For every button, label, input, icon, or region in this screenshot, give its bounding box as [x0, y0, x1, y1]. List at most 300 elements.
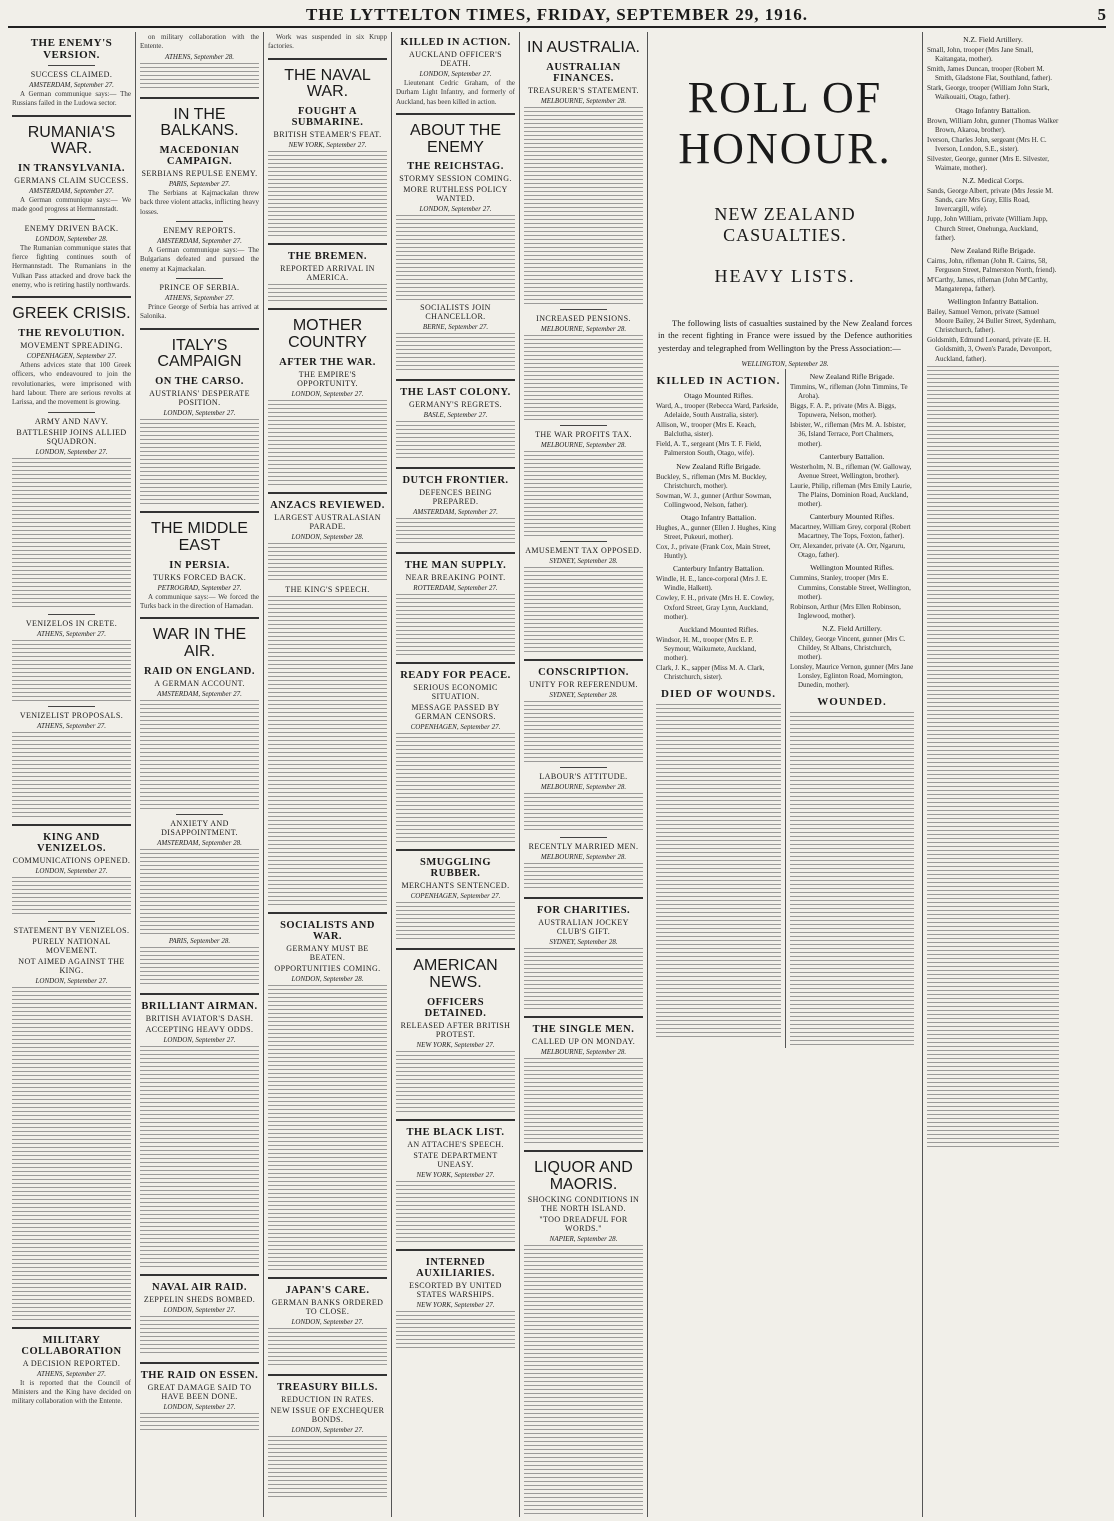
subheadline: ESCORTED BY UNITED STATES WARSHIPS. — [409, 1281, 502, 1300]
article-body: Work was suspended in six Krupp factories. — [268, 33, 387, 51]
text-block — [524, 793, 643, 833]
headline: AFTER THE WAR. — [279, 356, 376, 368]
text-block — [927, 366, 1059, 476]
dateline: LONDON, September 27. — [35, 447, 108, 456]
dateline: LONDON, September 28. — [35, 234, 108, 243]
casualty-entry: Laurie, Philip, rifleman (Mrs Emily Laurie, The Plains, Dominion Road, Auckland, mother). — [790, 481, 912, 508]
casualty-entry: Iverson, Charles John, sergeant (Mrs H. C. Iverson, London, S.E., sister). — [927, 135, 1047, 153]
dateline: AMSTERDAM, September 28. — [157, 838, 242, 847]
headline: MOTHER COUNTRY — [288, 317, 367, 351]
text-block — [790, 936, 914, 1046]
headline: IN TRANSYLVANIA. — [17, 163, 125, 175]
text-block — [790, 824, 914, 934]
subheadline: ZEPPELIN SHEDS BOMBED. — [143, 1294, 256, 1304]
headline: THE LAST COLONY. — [400, 387, 511, 399]
headline: MACEDONIAN CAMPAIGN. — [159, 145, 240, 168]
subheadline: MOVEMENT SPREADING. — [20, 341, 123, 351]
text-block — [12, 987, 131, 1097]
casualty-list-right — [790, 372, 914, 691]
subheadline: BRITISH AVIATOR'S DASH. — [145, 1013, 254, 1023]
dateline: ROTTERDAM, September 27. — [413, 584, 498, 593]
unit-heading: Wellington Infantry Battalion. — [947, 297, 1039, 307]
text-block — [396, 733, 515, 843]
headline: IN AUSTRALIA. — [527, 39, 640, 56]
casualty-entry: Bailey, Samuel Vernon, private (Samuel Moore Bailey, 24 Buller Street, Sydenham, Christchurch, father). — [927, 308, 1056, 335]
casualty-entry: M'Carthy, James, rifleman (John M'Carthy, Mangaterepa, father). — [927, 275, 1048, 293]
headline: FOUGHT A SUBMARINE. — [291, 106, 364, 129]
casualty-entry: Small, John, trooper (Mrs Jane Small, Kaitangata, mother). — [927, 46, 1034, 64]
column-1 — [8, 32, 136, 1517]
text-block — [140, 63, 259, 91]
page-number: 5 — [1097, 5, 1106, 24]
subheadline: GERMAN BANKS ORDERED TO CLOSE. — [271, 1297, 384, 1316]
subheadline: SERBIANS REPULSE ENEMY. — [141, 169, 258, 179]
text-block — [268, 543, 387, 583]
dateline: AMSTERDAM, September 27. — [29, 81, 114, 89]
text-block — [140, 1316, 259, 1356]
text-block — [268, 400, 387, 486]
casualty-entry: Sands, George Albert, private (Mrs Jessie M. Sands, care Mrs Gray, Ellis Road, Invercargill, wife). — [927, 187, 1054, 214]
casualty-entry: Sowman, W. J., gunner (Arthur Sowman, Collingwood, Nelson, father). — [656, 491, 772, 509]
text-block — [790, 712, 914, 822]
dateline: LONDON, September 27. — [35, 866, 108, 875]
columns — [8, 32, 1106, 1517]
text-block — [396, 1181, 515, 1243]
subheadline: RELEASED AFTER BRITISH PROTEST. — [400, 1021, 511, 1040]
unit-heading: Otago Infantry Battalion. — [680, 512, 757, 522]
roll-subcolumn-right — [785, 369, 918, 1049]
casualty-entry: Orr, Alexander, private (A. Orr, Ngaruru, Otago, father). — [790, 542, 906, 560]
column-8 — [923, 32, 1063, 1517]
text-block — [268, 284, 387, 302]
casualty-entry: Jupp, John William, private (William Jupp, Church Street, Onehunga, Auckland, father). — [927, 215, 1048, 242]
headline: KILLED IN ACTION. — [400, 37, 511, 48]
dateline: LONDON, September 27. — [419, 70, 492, 78]
dateline: AMSTERDAM, September 27. — [413, 508, 498, 517]
headline: THE ENEMY'S VERSION. — [30, 37, 113, 61]
text-block — [268, 596, 387, 706]
subheadline: TREASURER'S STATEMENT. — [528, 85, 639, 95]
dateline: BERNE, September 27. — [422, 323, 489, 332]
headline: SMUGGLING RUBBER. — [419, 857, 491, 880]
casualty-entry: Brown, William John, gunner (Thomas Walker Brown, Akaroa, brother). — [927, 116, 1059, 134]
roll-intro: The following lists of casualties sustained by the New Zealand forces in the recent fighting in France were issued by the Defence authorities yesterday and telegraphed from Wellington by the Press Association:— — [658, 318, 912, 353]
headline: JAPAN'S CARE. — [285, 1284, 370, 1296]
dateline: NEW YORK, September 27. — [416, 1041, 495, 1050]
casualty-entry: Goldsmith, Edmund Leonard, private (E. H. Goldsmith, 3, Owen's Parade, Devonport, Auckland, father). — [927, 336, 1052, 363]
dateline: LONDON, September 27. — [291, 1425, 364, 1434]
text-block — [396, 1051, 515, 1113]
text-block — [140, 1046, 259, 1156]
article-body: It is reported that the Council of Ministers and the King have decided on military collaboration with the Entente. — [12, 1378, 131, 1406]
subheadline: PURELY NATIONAL MOVEMENT. — [32, 936, 111, 955]
dateline: ATHENS, September 27. — [37, 721, 106, 730]
subheadline: ENEMY DRIVEN BACK. — [24, 223, 119, 233]
article-body: A German communique says:— The Russians failed in the Ludowa sector. — [12, 90, 131, 108]
headline: THE MAN SUPPLY. — [404, 560, 507, 572]
text-block — [268, 1097, 387, 1207]
text-block — [268, 1209, 387, 1271]
subheadline: VENIZELIST PROPOSALS. — [19, 710, 124, 720]
dateline: AMSTERDAM, September 27. — [29, 187, 114, 196]
headline: THE NAVAL WAR. — [284, 66, 371, 101]
subheadline: VENIZELOS IN CRETE. — [25, 618, 118, 628]
subheadline: INCREASED PENSIONS. — [536, 313, 631, 323]
text-block — [656, 928, 781, 1038]
subheadline: RECENTLY MARRIED MEN. — [528, 841, 639, 851]
headline: CONSCRIPTION. — [538, 666, 629, 678]
text-block — [268, 985, 387, 1095]
column-5 — [520, 32, 648, 1517]
article-body: A German communique says:— We made good progress at Hermannstadt. — [12, 196, 131, 214]
text-block — [396, 902, 515, 942]
dateline: COPENHAGEN, September 27. — [26, 352, 117, 361]
headline: DUTCH FRONTIER. — [402, 475, 509, 487]
text-block — [524, 1469, 643, 1517]
dateline: MELBOURNE, September 28. — [540, 440, 627, 449]
casualty-entry: Timmins, W., rifleman (John Timmins, Te Aroha). — [790, 382, 908, 401]
subheadline: ARMY AND NAVY. — [34, 416, 109, 426]
text-block — [524, 451, 643, 537]
text-block — [927, 1038, 1059, 1148]
dateline: LONDON, September 27. — [35, 976, 108, 985]
headline: LIQUOR AND MAORIS. — [534, 1158, 633, 1193]
headline: ITALY'S CAMPAIGN — [157, 336, 242, 371]
dateline: PARIS, September 28. — [168, 936, 231, 945]
subheadline: A DECISION REPORTED. — [22, 1358, 121, 1368]
subheadline: DEFENCES BEING PREPARED. — [419, 488, 492, 507]
text-block — [140, 1158, 259, 1268]
headline: ON THE CARSO. — [155, 376, 244, 388]
headline: AUSTRALIAN FINANCES. — [546, 61, 621, 84]
dateline: COPENHAGEN, September 27. — [410, 892, 501, 901]
dateline: ATHENS, September 27. — [37, 1369, 106, 1378]
masthead — [8, 4, 1106, 28]
headline: IN PERSIA. — [169, 559, 230, 571]
headline: THE SINGLE MEN. — [532, 1023, 635, 1035]
headline: FOR CHARITIES. — [536, 904, 631, 916]
subheadline: AMUSEMENT TAX OPPOSED. — [525, 545, 642, 555]
text-block — [268, 1328, 387, 1368]
text-block — [524, 1357, 643, 1467]
subheadline: GREAT DAMAGE SAID TO HAVE BEEN DONE. — [147, 1382, 252, 1401]
headline: ANZACS REVIEWED. — [270, 499, 385, 511]
unit-heading: Wellington Mounted Rifles. — [810, 563, 894, 573]
casualty-entry: Windle, H. E., lance-corporal (Mrs J. E. Windle, Halkett). — [656, 575, 768, 593]
article-body: Prince George of Serbia has arrived at Salonika. — [140, 302, 259, 321]
unit-heading: N.Z. Field Artillery. — [963, 35, 1023, 44]
headline: WAR IN THE AIR. — [152, 626, 247, 661]
text-block — [656, 816, 781, 926]
headline: SOCIALISTS AND WAR. — [280, 919, 375, 942]
roll-subcolumn-left — [652, 369, 785, 1049]
subheadline: GERMANY'S REGRETS. — [408, 400, 503, 410]
unit-heading: Otago Infantry Battalion. — [955, 105, 1031, 115]
dateline: SYDNEY, September 28. — [549, 690, 618, 699]
text-block — [396, 518, 515, 546]
subheadline: AUSTRALIAN JOCKEY CLUB'S GIFT. — [538, 917, 629, 936]
subheadline: LABOUR'S ATTITUDE. — [539, 771, 628, 781]
subheadline: REDUCTION IN RATES. — [281, 1394, 374, 1404]
unit-heading: N.Z. Medical Corps. — [962, 176, 1024, 186]
subheadline: MERCHANTS SENTENCED. — [401, 881, 510, 891]
text-block — [12, 1211, 131, 1321]
subheadline: NOT AIMED AGAINST THE KING. — [18, 956, 125, 975]
dateline: LONDON, September 27. — [163, 1035, 236, 1044]
text-block — [524, 1058, 643, 1144]
casualty-entry: Biggs, F. A. P., private (Mrs A. Biggs, Topuwera, Nelson, mother). — [790, 402, 897, 420]
unit-heading: New Zealand Rifle Brigade. — [950, 245, 1036, 255]
headline: READY FOR PEACE. — [400, 670, 511, 682]
headline: MILITARY COLLABORATION — [21, 1334, 122, 1357]
subheadline: THE KING'S SPEECH. — [285, 584, 370, 594]
casualty-entry: Cox, J., private (Frank Cox, Main Street, Huntly). — [656, 543, 771, 561]
headline: OFFICERS DETAINED. — [424, 997, 487, 1020]
article-body: A communique says:— We forced the Turks back in the direction of Hamadan. — [140, 592, 259, 611]
subheadline: PRINCE OF SERBIA. — [159, 282, 240, 292]
unit-heading: New Zealand Rifle Brigade. — [809, 371, 895, 381]
killed-in-action-heading: KILLED IN ACTION. — [656, 374, 781, 387]
dateline: MELBOURNE, September 28. — [540, 96, 627, 105]
text-block — [140, 1413, 259, 1431]
text-block — [140, 700, 259, 810]
headline: NAVAL AIR RAID. — [152, 1281, 247, 1293]
subheadline: NEAR BREAKING POINT. — [405, 573, 506, 583]
headline: GREEK CRISIS. — [12, 305, 131, 323]
subheadline: AUSTRIANS' DESPERATE POSITION. — [149, 389, 250, 408]
casualty-entry: Cummins, Stanley, trooper (Mrs E. Cummins, Constable Street, Wellington, mother). — [790, 574, 911, 601]
unit-heading: N.Z. Field Artillery. — [822, 623, 882, 633]
subheadline: THE EMPIRE'S OPPORTUNITY. — [297, 369, 358, 388]
casualty-entry: Clark, J. K., sapper (Miss M. A. Clark, Christchurch, sister). — [656, 664, 765, 682]
dateline: SYDNEY, September 28. — [549, 556, 618, 565]
text-block — [524, 567, 643, 653]
headline: ABOUT THE ENEMY — [410, 121, 501, 156]
headline: THE BREMEN. — [287, 251, 367, 263]
article-body: The Rumanian communique states that fierce fighting continues south of Hermannstadt. The Rumanians in the Vulkan Pass attacked and drove back the enemy, who is retiring hastily northwards. — [12, 243, 131, 289]
subheadline: SERIOUS ECONOMIC SITUATION. — [413, 683, 498, 702]
subheadline: AUCKLAND OFFICER'S DEATH. — [409, 50, 502, 68]
casualty-entry: Allison, W., trooper (Mrs E. Keach, Balclutha, sister). — [656, 421, 756, 439]
unit-heading: New Zealand Rifle Brigade. — [676, 461, 761, 471]
headline: IN THE BALKANS. — [160, 105, 239, 140]
headline: KING AND VENIZELOS. — [37, 831, 106, 854]
roll-subcolumns — [652, 369, 918, 1049]
dateline: LONDON, September 28. — [291, 532, 364, 541]
text-block — [12, 732, 131, 818]
casualty-entry: Stark, George, trooper (William John Stark, Waikouaiti, Otago, father). — [927, 84, 1050, 102]
dateline: BASLE, September 27. — [423, 411, 488, 420]
casualty-entry: Cowley, F. H., private (Mrs H. E. Cowley, Oxford Street, Gray Lynn, Auckland, mother). — [656, 594, 774, 621]
headline: THE MIDDLE EAST — [151, 520, 248, 554]
dateline: LONDON, September 27. — [163, 1305, 236, 1314]
text-block — [927, 478, 1059, 588]
unit-heading: Canterbury Mounted Rifles. — [809, 512, 895, 522]
roll-title: ROLL OF HONOUR. — [678, 73, 892, 173]
text-block — [12, 877, 131, 917]
dateline: MELBOURNE, September 28. — [540, 324, 627, 333]
column-3 — [264, 32, 392, 1517]
subheadline: A GERMAN ACCOUNT. — [154, 678, 245, 688]
casualty-entry: Windsor, H. M., trooper (Mrs E. P. Seymour, Waikumete, Auckland, mother). — [656, 635, 757, 662]
subheadline: MESSAGE PASSED BY GERMAN CENSORS. — [411, 703, 500, 722]
dateline: LONDON, September 27. — [291, 389, 364, 398]
roll-of-honour — [648, 32, 923, 1517]
subheadline: BATTLESHIP JOINS ALLIED SQUADRON. — [16, 427, 127, 446]
text-block — [140, 947, 259, 987]
dateline: NEW YORK, September 27. — [416, 1171, 495, 1180]
headline: INTERNED AUXILIARIES. — [416, 1257, 495, 1280]
text-block — [524, 335, 643, 421]
casualty-list-left — [656, 391, 781, 682]
dateline: WELLINGTON, September 28. — [741, 359, 829, 368]
subheadline: ACCEPTING HEAVY ODDS. — [145, 1024, 254, 1034]
headline: RAID ON ENGLAND. — [144, 665, 255, 677]
text-block — [396, 333, 515, 373]
dateline: ATHENS, September 27. — [165, 293, 234, 302]
unit-heading: Otago Mounted Rifles. — [684, 390, 753, 400]
headline: AMERICAN NEWS. — [413, 957, 498, 992]
subheadline: LARGEST AUSTRALASIAN PARADE. — [274, 512, 381, 531]
headline: RUMANIA'S WAR. — [27, 123, 116, 158]
headline: THE REVOLUTION. — [18, 328, 125, 340]
subheadline: MORE RUTHLESS POLICY WANTED. — [403, 185, 508, 204]
subheadline: AN ATTACHE'S SPEECH. — [407, 1140, 504, 1150]
dateline: AMSTERDAM, September 27. — [157, 689, 242, 698]
dateline: SYDNEY, September 28. — [549, 937, 618, 946]
nz-casualties-heading: NEW ZEALAND CASUALTIES. — [714, 204, 856, 245]
dateline: LONDON, September 27. — [291, 1317, 364, 1326]
subheadline: STATE DEPARTMENT UNEASY. — [413, 1151, 498, 1170]
casualty-entry: Ward, A., trooper (Rebecca Ward, Parkside, Adelaide, South Australia, sister). — [656, 401, 779, 420]
text-block — [140, 849, 259, 935]
text-block — [524, 107, 643, 217]
text-block — [524, 1245, 643, 1355]
casualty-entry: Hughes, A., gunner (Ellen J. Hughes, King Street, Pukeuri, mother). — [656, 523, 776, 541]
headline: THE RAID ON ESSEN. — [140, 1369, 259, 1381]
casualty-entry: Macartney, William Grey, corporal (Robert Macartney, The Tops, Foxton, father). — [790, 523, 911, 541]
text-block — [12, 570, 131, 610]
subheadline: NEW ISSUE OF EXCHEQUER BONDS. — [270, 1405, 385, 1424]
casualty-entry: Buckley, S., rifleman (Mrs M. Buckley, Christchurch, mother). — [656, 472, 767, 490]
wounded-heading: WOUNDED. — [817, 696, 887, 709]
text-block — [927, 814, 1059, 924]
text-block — [12, 1099, 131, 1209]
text-block — [396, 1311, 515, 1351]
subheadline: ENEMY REPORTS. — [163, 226, 236, 236]
subheadline: BRITISH STEAMER'S FEAT. — [273, 130, 382, 140]
subheadline: STATEMENT BY VENIZELOS. — [13, 925, 130, 935]
headline: THE REICHSTAG. — [407, 161, 504, 173]
dateline: MELBOURNE, September 28. — [540, 1047, 627, 1056]
dateline: PARIS, September 27. — [168, 180, 231, 189]
subheadline: STORMY SESSION COMING. — [399, 174, 512, 184]
subheadline: SUCCESS CLAIMED. — [30, 70, 113, 79]
text-block — [524, 948, 643, 1010]
column-2 — [136, 32, 264, 1517]
dateline: NAPIER, September 28. — [549, 1235, 618, 1244]
dateline: NEW YORK, September 27. — [288, 141, 367, 150]
casualty-entry: Lonsley, Maurice Vernon, gunner (Mrs Jane Lonsley, Eglinton Road, Mornington, Dunedin, mother). — [790, 663, 914, 690]
casualty-entry: Isbister, W., rifleman (Mrs M. A. Isbister, 36, Island Terrace, Port Chalmers, mother). — [790, 421, 906, 448]
headline: THE BLACK LIST. — [406, 1127, 505, 1139]
casualty-entry: Field, A. T., sergeant (Mrs T. F. Field, Palmerston South, Otago, wife). — [656, 440, 762, 458]
dateline: LONDON, September 28. — [291, 974, 364, 983]
dateline: LONDON, September 27. — [419, 205, 492, 214]
headline: BRILLIANT AIRMAN. — [141, 1000, 258, 1012]
subheadline: COMMUNICATIONS OPENED. — [12, 855, 131, 865]
subheadline: SHOCKING CONDITIONS IN THE NORTH ISLAND. — [527, 1195, 640, 1214]
article-body: Lieutenant Cedric Graham, of the Durham Light Infantry, and formerly of Auckland, has been killed in action. — [396, 79, 515, 106]
subheadline: GERMANY MUST BE BEATEN. — [286, 943, 369, 962]
heavy-lists-heading: HEAVY LISTS. — [714, 266, 856, 286]
subheadline: GERMANS CLAIM SUCCESS. — [14, 176, 129, 186]
text-block — [524, 863, 643, 891]
newspaper-title: THE LYTTELTON TIMES, FRIDAY, SEPTEMBER 29, 1916. — [305, 5, 809, 24]
dateline: AMSTERDAM, September 27. — [157, 237, 242, 246]
text-block — [396, 215, 515, 301]
text-block — [396, 594, 515, 656]
unit-heading: Canterbury Infantry Battalion. — [672, 564, 764, 574]
dateline: MELBOURNE, September 28. — [540, 782, 627, 791]
subheadline: OPPORTUNITIES COMING. — [274, 963, 381, 973]
headline: TREASURY BILLS. — [277, 1381, 378, 1393]
text-block — [927, 926, 1059, 1036]
text-block — [524, 219, 643, 305]
subheadline: TURKS FORCED BACK. — [152, 572, 247, 582]
dateline: ATHENS, September 28. — [165, 52, 234, 61]
dateline: MELBOURNE, September 28. — [540, 852, 627, 861]
casualty-entry: Robinson, Arthur (Mrs Ellen Robinson, Inglewood, mother). — [790, 602, 901, 620]
text-block — [12, 458, 131, 568]
casualty-entry: Silvester, George, gunner (Mrs E. Silvester, Waimate, mother). — [927, 154, 1049, 173]
text-block — [268, 708, 387, 818]
dateline: COPENHAGEN, September 27. — [410, 723, 501, 732]
subheadline: THE WAR PROFITS TAX. — [535, 429, 632, 439]
dateline: LONDON, September 27. — [163, 1402, 236, 1411]
dateline: NEW YORK, September 27. — [416, 1301, 495, 1310]
article-body: Athens advices state that 100 Greek officers, who endeavoured to join the revolutionaries, were imprisoned with hard labour. There are serious revolts at Larissa, and the movement is growing. — [12, 361, 131, 407]
dateline: PETROGRAD, September 27. — [157, 583, 242, 592]
casualty-entry: Cairns, John, rifleman (John R. Cairns, 58, Ferguson Street, Palmerston North, friend). — [927, 256, 1057, 274]
text-block — [656, 704, 781, 814]
column-4 — [392, 32, 520, 1517]
casualty-entry: Westerholm, N. B., rifleman (W. Galloway, Avenue Street, Wellington, brother). — [790, 462, 912, 480]
article-body: A German communique says:— The Bulgarians defeated and pursued the enemy at Kajmackalan. — [140, 246, 259, 273]
casualty-list-col8 — [927, 35, 1059, 364]
casualty-entry: Childey, George Vincent, gunner (Mrs C. Childey, St Albans, Christchurch, mother). — [790, 634, 906, 662]
died-of-wounds-heading: DIED OF WOUNDS. — [661, 688, 776, 701]
subheadline: UNITY FOR REFERENDUM. — [529, 679, 638, 689]
subheadline: REPORTED ARRIVAL IN AMERICA. — [280, 264, 375, 283]
subheadline: SOCIALISTS JOIN CHANCELLOR. — [420, 303, 491, 322]
dateline: ATHENS, September 27. — [37, 629, 106, 638]
text-block — [927, 590, 1059, 700]
subheadline: CALLED UP ON MONDAY. — [531, 1036, 636, 1046]
text-block — [140, 419, 259, 505]
article-body: The Serbians at Kajmackalan threw back three violent attacks, inflicting heavy losses. — [140, 189, 259, 216]
text-block — [396, 421, 515, 461]
article-body: on military collaboration with the Entente. — [140, 33, 259, 51]
text-block — [927, 702, 1059, 812]
text-block — [12, 640, 131, 702]
unit-heading: Auckland Mounted Rifles. — [678, 624, 759, 634]
text-block — [268, 151, 387, 237]
subheadline: ANXIETY AND DISAPPOINTMENT. — [161, 818, 238, 837]
subheadline: "TOO DREADFUL FOR WORDS." — [539, 1215, 628, 1234]
text-block — [268, 820, 387, 906]
casualty-entry: Smith, James Duncan, trooper (Robert M. Smith, Gladstone Flat, Southland, father). — [927, 65, 1053, 83]
